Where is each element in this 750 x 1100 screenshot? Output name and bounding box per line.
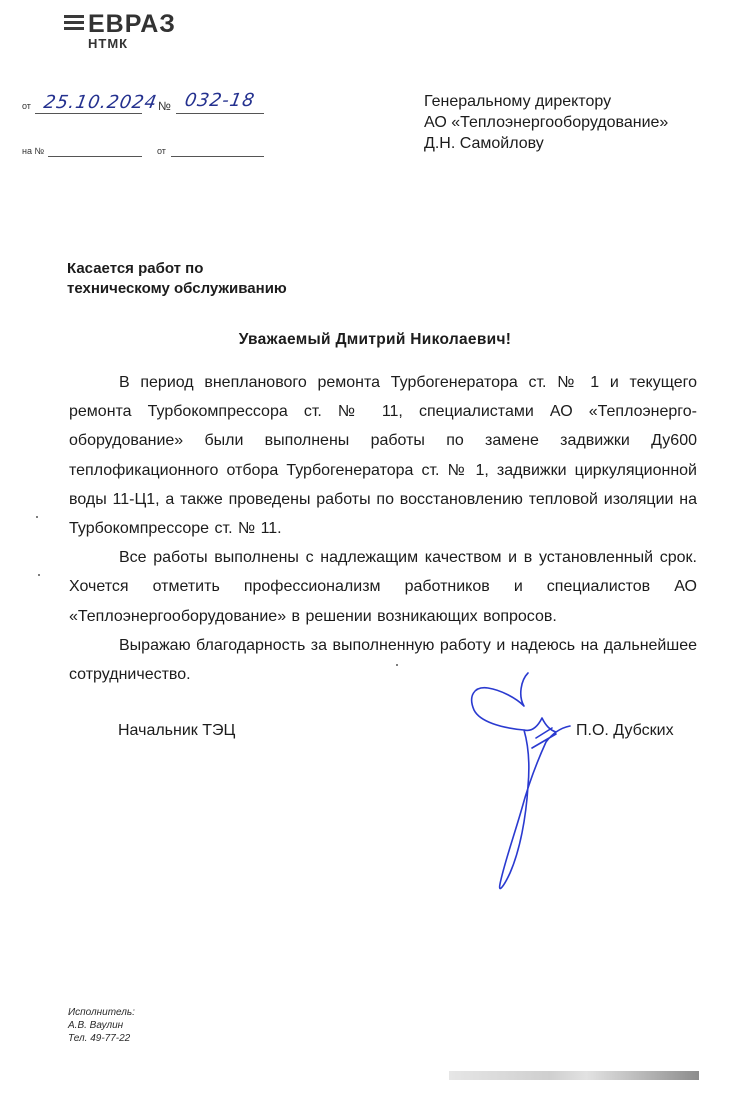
company-logo (64, 12, 194, 54)
executor-block (68, 1006, 135, 1045)
reference-date-label: от (157, 146, 166, 156)
scan-speck (36, 516, 38, 518)
handwritten-signature (466, 668, 586, 898)
reference-number-label: на № (22, 146, 45, 156)
handwritten-number: 032-18 (183, 90, 257, 111)
reference-date-line (171, 156, 264, 157)
reference-number-line (48, 156, 142, 157)
executor-label: Исполнитель: (68, 1007, 135, 1018)
signatory-name: П.О. Дубских (576, 722, 674, 739)
executor-phone: Тел. 49-77-22 (68, 1033, 131, 1044)
addressee-block (424, 91, 668, 154)
date-label: от (22, 101, 31, 111)
greeting: Уважаемый Дмитрий Николаевич! (238, 331, 512, 348)
signatory-position: Начальник ТЭЦ (118, 722, 236, 739)
number-line (176, 113, 264, 114)
body-paragraph: Все работы выполнены с надлежащим качеством и в установленный срок. Хочется отметить профессионализм работников и специалистов АО «Теплоэнергооборудование» в решении возникающих вопросов. (69, 549, 697, 625)
logo-mark-icon (64, 15, 84, 33)
scan-speck (396, 664, 398, 666)
logo-subname: НТМК (88, 36, 129, 51)
subject-block (67, 259, 287, 299)
body-paragraph: В период внепланового ремонта Турбогенератора ст. № 1 и текущего ремонта Турбокомпрессора ст. № 11, специалистами АО «Теплоэнерго-оборудование» были выполнены работы по замене задвижки Ду600 теплофикационного отбора Турбогенератора ст. № 1, задвижки циркуляционной воды 11-Ц1, а также проведены работы по восстановлению тепловой изоляции на Турбокомпрессоре ст. № 11. (69, 374, 697, 538)
addressee-line: Генеральному директору (424, 93, 612, 110)
letter-body (69, 368, 697, 689)
footer-bar (449, 1071, 699, 1080)
logo-name: ЕВРАЗ (88, 10, 176, 38)
number-label: № (158, 99, 171, 113)
date-line (35, 113, 142, 114)
subject-line: техническому обслуживанию (67, 280, 287, 297)
scan-speck (38, 574, 40, 576)
handwritten-date: 25.10.2024 (42, 92, 159, 113)
addressee-line: АО «Теплоэнергооборудование» (424, 114, 669, 131)
subject-line: Касается работ по (67, 260, 204, 277)
executor-name: А.В. Ваулин (68, 1020, 124, 1031)
body-paragraph: Выражаю благодарность за выполненную работу и надеюсь на дальнейшее сотрудничество. (69, 636, 697, 684)
addressee-line: Д.Н. Самойлову (424, 135, 544, 152)
